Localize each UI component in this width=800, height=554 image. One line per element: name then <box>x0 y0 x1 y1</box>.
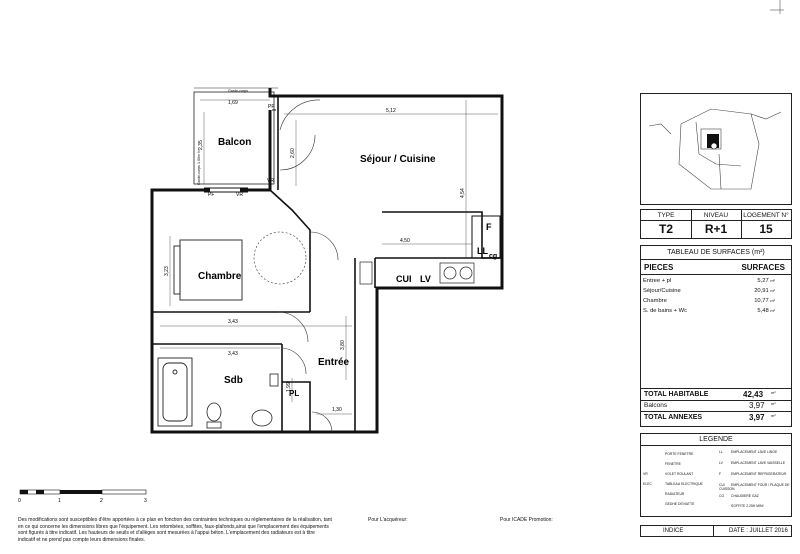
disclaimer-note: Des modifications sont susceptibles d'être apportées à ce plan en fonction des contraintes techniques ou réglementaires de la réalisation, tant en ce qui concerne les dimensions libres que l'équipement. Les retombées, soffites, faux-plafonds,ainsi que l'emplacement des équipements sont figurés à titre indicatif. Les hauteurs de seuils et d'allèges sont mesurées à l'appui béton. L'emplacement des radiateurs est à titre indicatif et ne prend pas compte leurs dimensions finales. <box>18 517 332 543</box>
promotion-label: Pour ICADE Promotion: <box>500 517 553 523</box>
dim-balcon-height: 2,35 <box>198 140 204 150</box>
legend-text: CHAUDIERE GAZ <box>731 494 759 498</box>
total-annexes-value: 3,97 <box>749 413 765 422</box>
surface-row <box>643 298 789 304</box>
legend-item <box>643 492 684 496</box>
total-habitable-value: 42,43 <box>743 390 764 399</box>
niveau-label: NIVEAU <box>703 212 729 219</box>
legend-item <box>719 504 791 508</box>
dim-balcon-width: 1,69 <box>228 100 238 106</box>
col-pieces-header: PIECES <box>644 263 674 272</box>
dim-pl-height: 1,99 <box>286 382 292 392</box>
total-annexes-unit: m² <box>771 413 776 418</box>
room-label-chambre: Chambre <box>198 271 242 282</box>
legend-item <box>643 502 694 506</box>
surface-row-name: S. de bains + Wc <box>643 308 687 314</box>
bathtub <box>158 358 192 426</box>
legend-code: CUI <box>719 483 725 487</box>
window-marks <box>204 110 276 192</box>
legend-text: TABLEAU ELECTRIQUE <box>665 482 703 486</box>
surface-row <box>643 308 789 314</box>
vr-label-bottom: VR <box>236 192 243 198</box>
scale-bar <box>20 490 146 494</box>
dim-sejour-height: 4,54 <box>460 188 466 198</box>
surface-row <box>643 278 789 284</box>
room-label-pl: PL <box>289 389 300 398</box>
surface-row-name: Entree + pl <box>643 278 672 284</box>
scale-tick-2: 2 <box>100 498 103 504</box>
pf-label-bottom: PF <box>208 192 215 198</box>
legend-item <box>643 482 703 486</box>
corner-marks <box>770 0 800 20</box>
room-label-cui: CUI <box>396 274 412 284</box>
surface-row-value: 20,91 <box>754 288 769 294</box>
legend-text: FENETRE <box>665 462 681 466</box>
niveau-value: R+1 <box>704 222 728 236</box>
inner-walls <box>152 96 502 432</box>
dim-cuisine-width: 4,50 <box>400 238 410 244</box>
legend-item <box>719 450 791 454</box>
legend-item <box>643 462 681 466</box>
dim-chambre-width: 3,43 <box>228 319 238 325</box>
total-annexes-label: TOTAL ANNEXES <box>644 414 703 421</box>
legend-text: PORTE FENETRE <box>665 452 694 456</box>
legend-code: LV <box>719 461 723 465</box>
legend-text: SOFFITE 2,25H MINI <box>731 504 764 508</box>
type-info-box <box>640 209 792 239</box>
legend-item <box>719 461 791 465</box>
dim-sejour-door: 2,60 <box>290 148 296 158</box>
garde-corps-side-label: Garde-corps 1,00m h= <box>197 148 201 185</box>
dim-sejour-width: 5,12 <box>386 108 396 114</box>
surface-row <box>643 288 789 294</box>
room-label-ll: LL <box>477 246 488 256</box>
logement-value: 15 <box>759 222 773 236</box>
legend-text: EMPLACEMENT LAVE VAISSELLE <box>731 461 786 465</box>
total-habitable-unit: m² <box>771 390 776 395</box>
date-label: DATE : JUILLET 2016 <box>729 528 788 534</box>
type-value: T2 <box>658 222 673 236</box>
legend-text: EMPLACEMENT FOUR / PLAQUE DE CUISSON <box>719 483 790 491</box>
surface-row-unit: m² <box>770 288 775 293</box>
surface-row-name: Séjour/Cuisine <box>643 288 681 294</box>
legend-text: EMPLACEMENT REFRIGERATEUR <box>731 472 787 476</box>
logement-label: LOGEMENT N° <box>743 212 789 219</box>
surface-row-unit: m² <box>770 308 775 313</box>
total-habitable-label: TOTAL HABITABLE <box>644 391 709 398</box>
legend-item <box>643 472 693 476</box>
legend-item <box>719 483 791 491</box>
bed <box>174 240 242 300</box>
vr-label-top: VR <box>267 178 274 184</box>
balcons-value: 3,97 <box>749 401 765 410</box>
surface-row-value: 10,77 <box>754 298 769 304</box>
legend-code: CG <box>719 494 725 498</box>
indice-label: INDICE <box>663 528 684 534</box>
legend-title: LEGENDE <box>699 436 733 443</box>
location-map <box>640 93 792 205</box>
room-label-sdb: Sdb <box>224 375 243 386</box>
surface-row-unit: m² <box>770 278 775 283</box>
info-panel <box>640 93 792 543</box>
exterior-walls <box>152 88 502 432</box>
legend-text: EMPLACEMENT LAVE LINGE <box>731 450 778 454</box>
room-label-f: F <box>486 222 492 232</box>
legend-code: F <box>719 472 722 476</box>
legend-box <box>640 433 792 517</box>
dim-chambre-height: 3,23 <box>164 266 170 276</box>
room-label-balcon: Balcon <box>218 137 252 148</box>
legend-code: ELEC <box>643 482 652 486</box>
surface-row-name: Chambre <box>643 298 667 304</box>
scale-tick-1: 1 <box>58 498 61 504</box>
site-plan-thumbnail <box>641 94 791 204</box>
pf-label-top: PF <box>268 104 275 110</box>
acquereur-label: Pour L'acquéreur: <box>368 517 408 523</box>
surfaces-title: TABLEAU DE SURFACES (m²) <box>667 249 765 256</box>
legend-text: GEDHE DEVIATTE <box>665 502 695 506</box>
dim-sdb-width: 3,43 <box>228 351 238 357</box>
garde-corps-top-label: Garde-corps <box>228 89 248 93</box>
balcons-unit: m² <box>771 401 776 406</box>
legend-item <box>643 452 693 456</box>
legend-code: LL <box>719 450 723 454</box>
scale-tick-3: 3 <box>144 498 147 504</box>
room-label-lv: LV <box>420 274 431 284</box>
balcons-label: Balcons <box>644 402 668 409</box>
kitchen-sink <box>360 262 474 284</box>
type-label: TYPE <box>657 212 675 219</box>
room-label-entree: Entrée <box>318 357 350 368</box>
surfaces-table <box>640 245 792 427</box>
indice-date-box <box>640 525 792 537</box>
surface-row-value: 5,27 <box>757 278 769 284</box>
scale-tick-0: 0 <box>18 498 21 504</box>
surface-row-value: 5,48 <box>757 308 769 314</box>
dim-entree-height: 3,80 <box>340 340 346 350</box>
legend-item <box>719 494 791 498</box>
legend-item <box>719 472 791 476</box>
room-label-sejour: Séjour / Cuisine <box>360 154 436 165</box>
surface-row-unit: m² <box>770 298 775 303</box>
dim-pl-width: 1,30 <box>332 407 342 413</box>
room-label-cg: cg <box>489 253 498 260</box>
col-surfaces-header: SURFACES <box>741 263 785 272</box>
legend-text: VOLET ROULANT <box>665 472 694 476</box>
legend-text: RADIATEUR <box>665 492 685 496</box>
legend-code: VR <box>643 472 648 476</box>
